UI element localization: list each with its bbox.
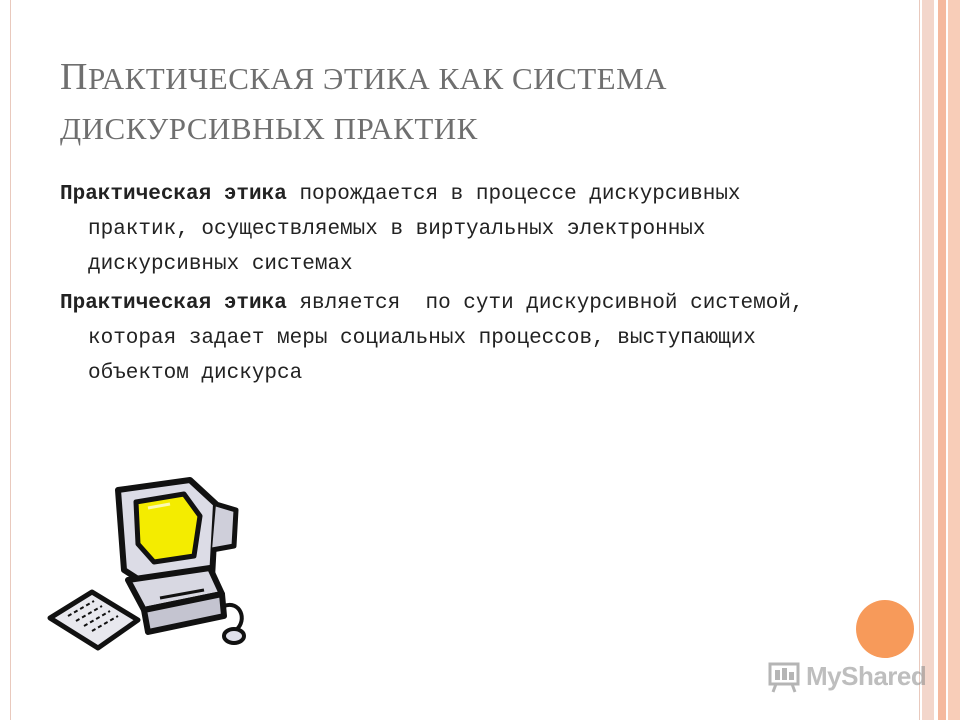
- paragraph-1-bold: Практическая этика: [60, 183, 287, 206]
- keyboard-icon: [50, 592, 138, 648]
- computer-icon: [40, 470, 260, 660]
- side-stripe-light: [922, 0, 934, 720]
- watermark: [766, 656, 926, 696]
- accent-circle: [856, 600, 914, 658]
- slide-body: [60, 177, 850, 395]
- side-stripe-dark: [938, 0, 946, 720]
- side-stripe-pale: [948, 0, 960, 720]
- paragraph-2-text: является по сути дискурсивной системой, которая задает меры социальных процессов, выступающих объектом дискурса: [88, 292, 817, 385]
- title-line-1-text: РАКТИЧЕСКАЯ ЭТИКА КАК СИСТЕМА: [87, 61, 668, 96]
- presentation-board-icon: [766, 658, 802, 694]
- title-line-1: [60, 52, 860, 104]
- paragraph-2: [60, 286, 850, 391]
- watermark-text: MyShared: [806, 660, 927, 691]
- paragraph-2-bold: Практическая этика: [60, 292, 287, 315]
- title-line-2: ДИСКУРСИВНЫХ ПРАКТИК: [60, 111, 478, 146]
- slide-title: [60, 52, 860, 154]
- title-initial-cap: П: [60, 56, 88, 98]
- paragraph-1-text: порождается в процессе дискурсивных практик, осуществляемых в виртуальных электронных дискурсивных системах: [88, 183, 754, 276]
- paragraph-1: [60, 177, 850, 282]
